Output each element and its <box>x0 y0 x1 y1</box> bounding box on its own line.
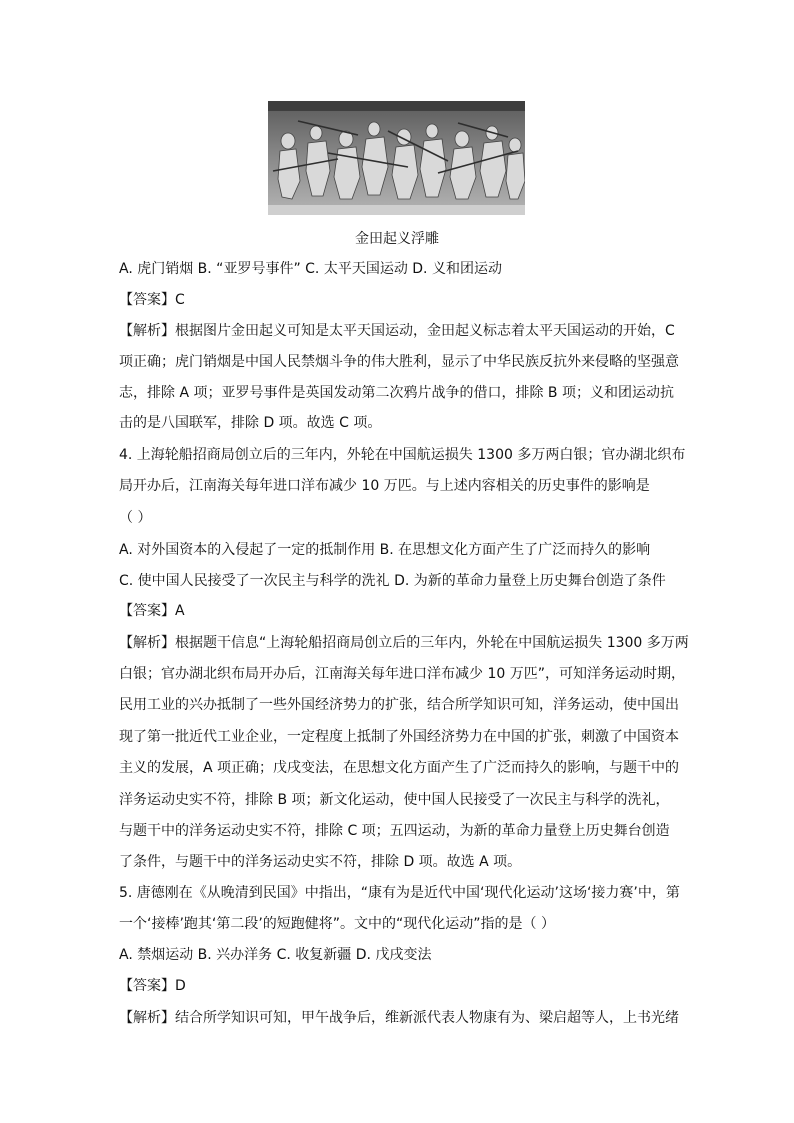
text-line: 一个‘接棒’跑其‘第二段’的短跑健将”。文中的“现代化运动”指的是（ ） <box>119 916 556 932</box>
text-line: （ ） <box>119 510 152 526</box>
text-line: A. 对外国资本的入侵起了一定的抵制作用 B. 在思想文化方面产生了广泛而持久的影响 <box>119 542 651 558</box>
text-line: 了条件，与题干中的洋务运动史实不符，排除 D 项。故选 A 项。 <box>119 854 522 870</box>
text-line: 【答案】C <box>119 292 185 308</box>
text-line: 志，排除 A 项；亚罗号事件是英国发动第二次鸦片战争的借口，排除 B 项；义和团运动抗 <box>119 385 674 401</box>
text-line: 4. 上海轮船招商局创立后的三年内，外轮在中国航运损失 1300 多万两白银；官办湖北织布 <box>119 447 686 463</box>
text-line: 【解析】结合所学知识可知，甲午战争后，维新派代表人物康有为、梁启超等人，上书光绪 <box>119 1010 679 1026</box>
text-line: 与题干中的洋务运动史实不符，排除 C 项；五四运动，为新的革命力量登上历史舞台创造 <box>119 823 670 839</box>
text-line: 【解析】根据图片金田起义可知是太平天国运动，金田起义标志着太平天国运动的开始，C <box>119 323 675 339</box>
text-line: 民用工业的兴办抵制了一些外国经济势力的扩张，结合所学知识可知，洋务运动，使中国出 <box>119 697 679 713</box>
text-line: 白银；官办湖北织布局开办后，江南海关每年进口洋布减少 10 万匹”，可知洋务运动时期， <box>119 666 685 682</box>
text-line: 局开办后，江南海关每年进口洋布减少 10 万匹。与上述内容相关的历史事件的影响是 <box>119 478 650 494</box>
text-line: 洋务运动史实不符，排除 B 项；新文化运动，使中国人民接受了一次民主与科学的洗礼， <box>119 792 670 808</box>
text-line: 5. 唐德刚在《从晚清到民国》中指出，“康有为是近代中国‘现代化运动’这场‘接力赛’中，第 <box>119 885 680 901</box>
text-line: 击的是八国联军，排除 D 项。故选 C 项。 <box>119 415 382 431</box>
text-line: 项正确；虎门销烟是中国人民禁烟斗争的伟大胜利，显示了中华民族反抗外来侵略的坚强意 <box>119 354 679 370</box>
relief-sculpture-image <box>268 101 525 215</box>
text-line: A. 禁烟运动 B. 兴办洋务 C. 收复新疆 D. 戊戌变法 <box>119 947 432 963</box>
text-line: C. 使中国人民接受了一次民主与科学的洗礼 D. 为新的革命力量登上历史舞台创造了条件 <box>119 573 666 589</box>
text-line: 【答案】D <box>119 978 186 994</box>
figure-caption: 金田起义浮雕 <box>355 231 439 247</box>
text-line: 【解析】根据题干信息“上海轮船招商局创立后的三年内，外轮在中国航运损失 1300 多万两 <box>119 635 689 651</box>
text-line: 现了第一批近代工业企业，一定程度上抵制了外国经济势力在中国的扩张，刺激了中国资本 <box>119 729 679 745</box>
text-line: A. 虎门销烟 B. “亚罗号事件” C. 太平天国运动 D. 义和团运动 <box>119 261 502 277</box>
text-line: 主义的发展，A 项正确；戊戌变法，在思想文化方面产生了广泛而持久的影响，与题干中的 <box>119 760 680 776</box>
text-line: 【答案】A <box>119 603 185 619</box>
